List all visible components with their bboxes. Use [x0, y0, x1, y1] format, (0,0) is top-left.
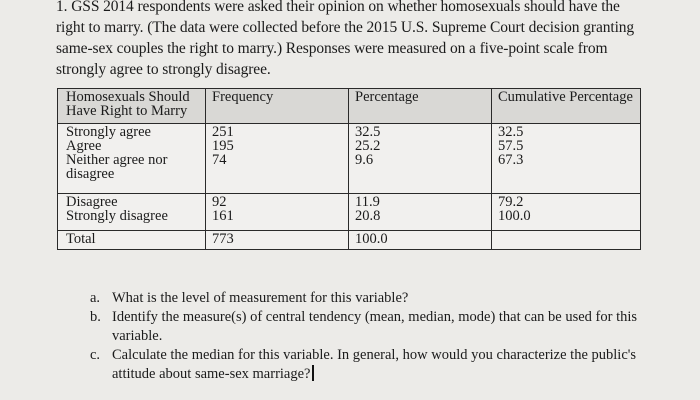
table-row-total: [58, 230, 641, 249]
percentage-total: 100.0: [349, 230, 492, 249]
intro-line-2: right to marry. (The data were collected before the 2015 U.S. Supreme Court decision granting: [56, 19, 635, 36]
percentage-cell-group-agree: [349, 124, 492, 194]
text-cursor: [312, 365, 314, 381]
intro-line-4: strongly agree to strongly disagree.: [56, 61, 271, 78]
frequency-neither: 74: [212, 152, 227, 168]
percentage-neither: 9.6: [355, 152, 374, 168]
header-cumulative: Cumulative Percentage: [492, 89, 641, 124]
cumulative-total-empty: [492, 230, 641, 249]
category-total: Total: [58, 230, 206, 249]
cumulative-disagree: 79.2: [498, 194, 524, 211]
question-b-text: Identify the measure(s) of central tendency (mean, median, mode) that can be used for this variable.: [112, 309, 638, 344]
table-header-row: [58, 89, 641, 124]
table-row-group-disagree: [58, 194, 641, 230]
cumulative-agree: 57.5: [498, 138, 524, 154]
intro-line-1: 1. GSS 2014 respondents were asked their opinion on whether homosexuals should have the: [56, 0, 620, 15]
question-c-text: Calculate the median for this variable. In general, how would you characterize the public's attitude about same-sex marriage?: [112, 347, 637, 382]
percentage-strongly-agree: 32.5: [355, 124, 381, 140]
cumulative-strongly-disagree: 100.0: [498, 208, 531, 225]
cumulative-cell-group-disagree: [492, 194, 641, 230]
category-strongly-agree: Strongly agree: [66, 124, 151, 140]
question-a: [90, 289, 650, 308]
question-list: [90, 289, 650, 384]
category-neither: Neither agree nor disagree: [66, 152, 168, 182]
cumulative-strongly-agree: 32.5: [498, 124, 524, 140]
category-strongly-disagree: Strongly disagree: [66, 208, 168, 225]
question-a-label: a.: [90, 290, 101, 306]
question-b-label: b.: [90, 309, 101, 325]
cumulative-cell-group-agree: [492, 124, 641, 194]
frequency-strongly-disagree: 161: [212, 208, 234, 225]
header-category: Homosexuals Should Have Right to Marry: [58, 89, 206, 124]
problem-intro: [56, 0, 696, 80]
percentage-cell-group-disagree: [349, 194, 492, 230]
header-percentage: Percentage: [349, 89, 492, 124]
question-c: [90, 346, 650, 384]
category-agree: Agree: [66, 138, 102, 154]
table-row-group-agree: [58, 124, 641, 194]
intro-line-3: same-sex couples the right to marry.) Responses were measured on a five-point scale from: [56, 40, 608, 57]
frequency-table: [57, 88, 641, 250]
frequency-cell-group-agree: [206, 124, 349, 194]
frequency-strongly-agree: 251: [212, 124, 234, 140]
frequency-agree: 195: [212, 138, 234, 154]
category-cell-group-agree: [58, 124, 206, 194]
category-cell-group-disagree: [58, 194, 206, 230]
frequency-disagree: 92: [212, 194, 227, 211]
question-c-label: c.: [90, 347, 101, 363]
category-disagree: Disagree: [66, 194, 118, 211]
question-c-body[interactable]: [112, 346, 650, 384]
question-a-text: What is the level of measurement for this variable?: [112, 290, 409, 306]
percentage-strongly-disagree: 20.8: [355, 208, 381, 225]
percentage-disagree: 11.9: [355, 194, 380, 211]
frequency-cell-group-disagree: [206, 194, 349, 230]
frequency-total: 773: [206, 230, 349, 249]
header-frequency: Frequency: [206, 89, 349, 124]
cumulative-neither: 67.3: [498, 152, 524, 168]
question-b: [90, 308, 650, 346]
percentage-agree: 25.2: [355, 138, 381, 154]
